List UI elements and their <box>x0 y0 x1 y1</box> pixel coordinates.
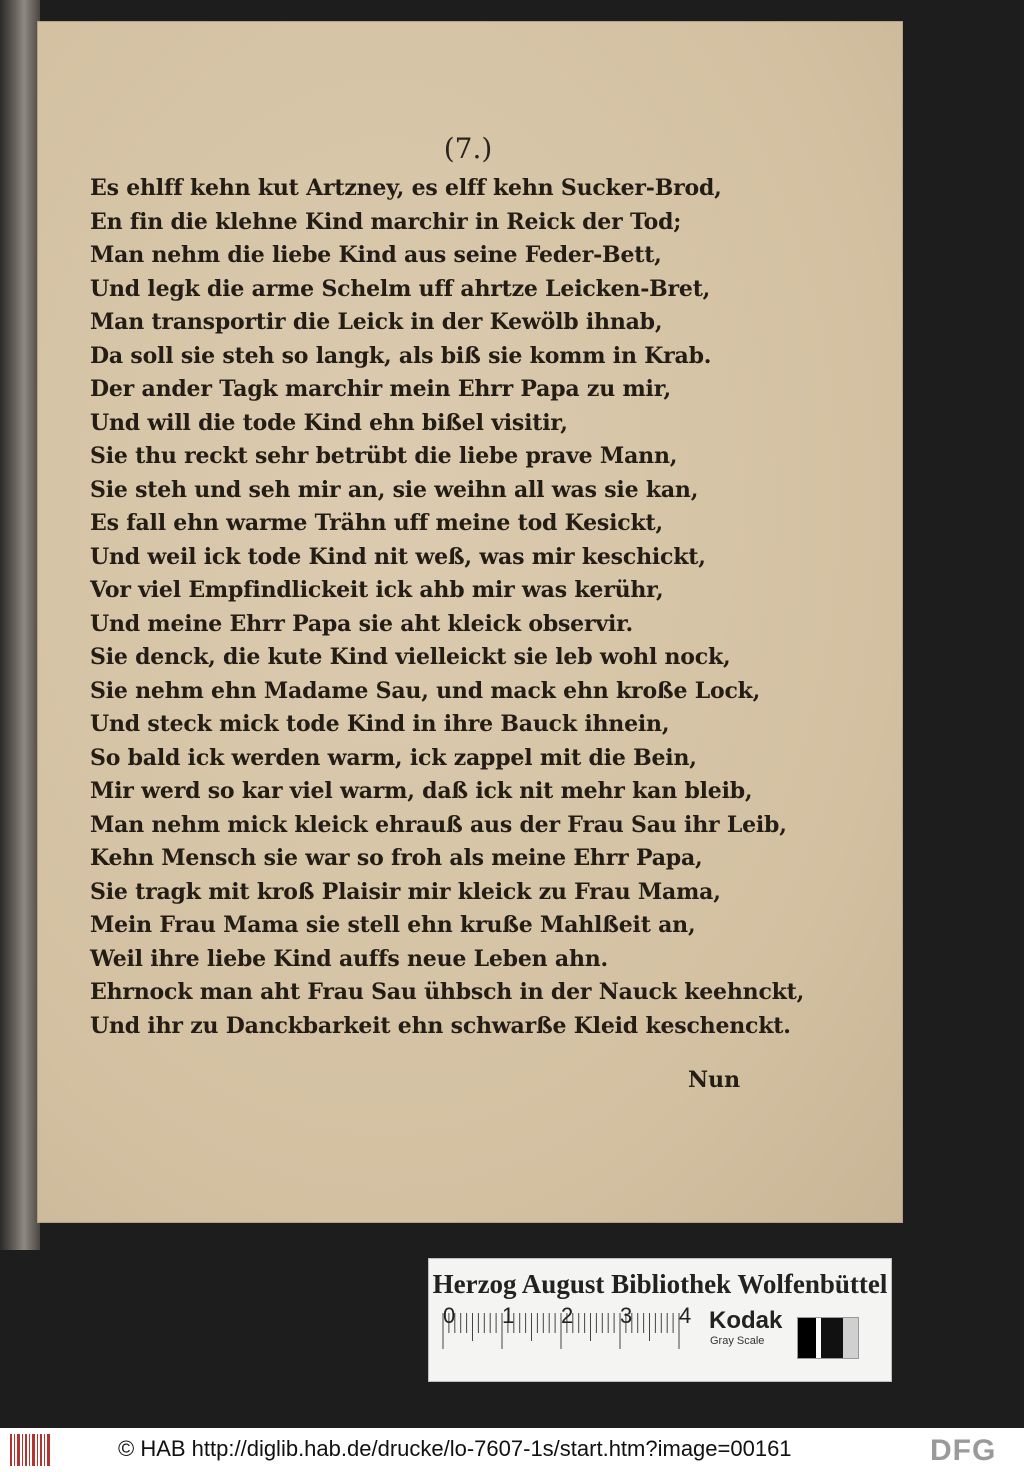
verse-line: Vor viel Empfindlickeit ick ahb mir was kerühr, <box>90 577 664 603</box>
verse-line: Und legk die arme Schelm uff ahrtze Leicken-Bret, <box>90 275 711 302</box>
verse-line: Da soll sie steh so langk, als biß sie komm in Krab. <box>90 342 712 369</box>
gray-scale-label: Gray Scale <box>710 1335 765 1347</box>
scale-number: 2 <box>561 1303 574 1328</box>
verse-line: Und ihr zu Danckbarkeit ehn schwarße Kleid keschenckt. <box>90 1012 791 1039</box>
verse-line: So bald ick werden warm, ick zappel mit die Bein, <box>90 744 697 771</box>
verse-line: Mir werd so kar viel warm, daß ick nit mehr kan bleib, <box>90 778 753 804</box>
verse-line: Der ander Tagk marchir mein Ehrr Papa zu mir, <box>90 376 671 402</box>
verse-line: Mein Frau Mama sie stell ehn kruße Mahlßeit an, <box>90 912 696 938</box>
verse-line: Und meine Ehrr Papa sie aht kleick observir. <box>90 610 633 637</box>
scale-number: 3 <box>620 1303 633 1328</box>
scale-number: 0 <box>443 1303 456 1328</box>
adjacent-page-edge <box>0 0 40 1250</box>
verse-line: Und will die tode Kind ehn bißel visitir, <box>90 409 568 436</box>
verse-line: Sie thu reckt sehr betrübt die liebe prave Mann, <box>90 443 678 469</box>
kodak-brand: Kodak <box>709 1307 783 1334</box>
verse-line: Und steck mick tode Kind in ihre Bauck ihnein, <box>90 711 670 737</box>
catchword: Nun <box>688 1067 741 1093</box>
verse-line: Man nehm mick kleick ehrauß aus der Frau Sau ihr Leib, <box>90 811 787 838</box>
barcode-icon <box>10 1434 50 1466</box>
scanned-page <box>38 22 902 1222</box>
library-name: Herzog August Bibliothek Wolfenbüttel <box>432 1269 888 1299</box>
footer-bar <box>0 1428 1024 1472</box>
verse-line: Sie tragk mit kroß Plaisir mir kleick zu Frau Mama, <box>90 878 721 905</box>
verse-line: Und weil ick tode Kind nit weß, was mir keschickt, <box>90 543 706 570</box>
verse-line: Sie steh und seh mir an, sie weihn all was sie kan, <box>90 476 699 503</box>
verse-block <box>90 172 805 1043</box>
verse-line: Man nehm die liebe Kind aus seine Feder-Bett, <box>90 242 662 268</box>
library-label-card <box>428 1258 892 1382</box>
page-number: (7.) <box>443 132 493 165</box>
verse-line: Man transportir die Leick in der Kewölb ihnab, <box>90 309 663 335</box>
gray-patches <box>797 1317 859 1359</box>
verse-line: En fin die klehne Kind marchir in Reick der Tod; <box>90 208 682 235</box>
scale-number: 1 <box>502 1303 515 1328</box>
scale-number: 4 <box>679 1303 692 1328</box>
copyright-url[interactable]: © HAB http://diglib.hab.de/drucke/lo-7607-1s/start.htm?image=00161 <box>118 1436 792 1461</box>
verse-line: Sie denck, die kute Kind vielleickt sie leb wohl nock, <box>90 644 731 670</box>
verse-line: Sie nehm ehn Madame Sau, und mack ehn kroße Lock, <box>90 677 761 704</box>
verse-line: Es fall ehn warme Trähn uff meine tod Kesickt, <box>90 510 663 536</box>
verse-line: Kehn Mensch sie war so froh als meine Ehrr Papa, <box>90 845 703 871</box>
verse-line: Es ehlff kehn kut Artzney, es elff kehn Sucker-Brod, <box>90 175 722 201</box>
verse-line: Ehrnock man aht Frau Sau ühbsch in der Nauck keehnckt, <box>90 979 805 1005</box>
dfg-logo: DFG <box>930 1434 997 1467</box>
verse-line: Weil ihre liebe Kind auffs neue Leben ahn. <box>90 945 609 972</box>
